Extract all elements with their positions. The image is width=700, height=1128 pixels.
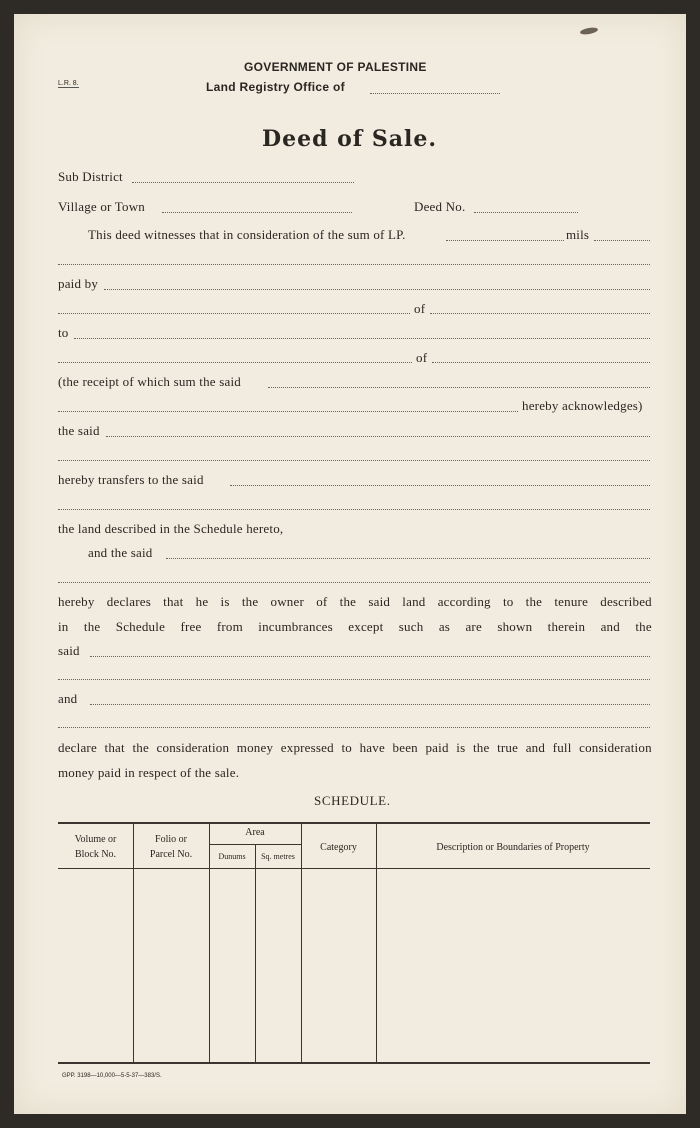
word: such <box>398 619 424 634</box>
mils-field[interactable] <box>594 240 650 241</box>
col-category-header: Category <box>320 842 357 853</box>
schedule-free-line <box>58 619 652 635</box>
office-field[interactable] <box>370 93 500 94</box>
paid-by-of-field[interactable] <box>430 313 650 314</box>
and-cont-field[interactable] <box>58 727 650 728</box>
form-code: L.R. 8. <box>58 80 79 87</box>
word: the <box>472 740 490 755</box>
word: described <box>600 594 652 609</box>
to-cont-field[interactable] <box>58 362 412 363</box>
word: therein <box>547 619 586 634</box>
receipt-field[interactable] <box>268 387 650 388</box>
government-heading: GOVERNMENT OF PALESTINE <box>244 60 427 74</box>
word: that <box>104 740 125 755</box>
word: owner <box>270 594 305 609</box>
word: he <box>195 594 209 609</box>
receipt-text: (the receipt of which sum the said <box>58 374 241 389</box>
word: Schedule <box>115 619 166 634</box>
word: the <box>339 594 357 609</box>
office-label: Land Registry Office of <box>206 80 345 94</box>
col-folio-header: Folio or Parcel No. <box>149 834 193 860</box>
word: have <box>359 740 385 755</box>
acknowledges-text: hereby acknowledges) <box>522 398 643 413</box>
print-code: GPP. 3198—10,000—5-5-37—383/S. <box>62 1073 162 1079</box>
to-field[interactable] <box>74 338 650 339</box>
page-title: Deed of Sale. <box>262 126 438 152</box>
consideration-line <box>58 740 652 756</box>
word: land <box>402 594 426 609</box>
transfers-cont-field[interactable] <box>58 509 650 510</box>
and-the-said-field[interactable] <box>166 558 650 559</box>
word: shown <box>497 619 533 634</box>
word: true <box>497 740 519 755</box>
col-volume-header: Volume or Block No. <box>74 834 117 860</box>
word: is <box>220 594 230 609</box>
col-dunums-header: Dunums <box>218 852 246 861</box>
sub-district-field[interactable] <box>132 182 354 183</box>
word: the <box>241 594 259 609</box>
and-the-said-label: and the said <box>88 545 153 560</box>
word: are <box>465 619 482 634</box>
of-label-1: of <box>414 301 426 316</box>
word: to <box>341 740 352 755</box>
word: and <box>525 740 546 755</box>
and-field[interactable] <box>90 704 650 705</box>
word: incumbrances <box>258 619 333 634</box>
village-label: Village or Town <box>58 199 145 214</box>
sum-lp-field[interactable] <box>446 240 564 241</box>
declares-line <box>58 594 652 610</box>
schedule-heading: SCHEDULE. <box>314 793 391 808</box>
word: expressed <box>280 740 334 755</box>
of-label-2: of <box>416 350 428 365</box>
to-label: to <box>58 325 69 340</box>
deed-no-label: Deed No. <box>414 199 466 214</box>
word: the <box>525 594 543 609</box>
word: and <box>600 619 620 634</box>
col-sqm-header: Sq. metres <box>261 852 295 861</box>
word: the <box>635 619 652 634</box>
col-area-header: Area <box>245 827 265 838</box>
word: full <box>552 740 572 755</box>
word: money <box>236 740 274 755</box>
ink-smudge <box>580 26 599 35</box>
the-said-label: the said <box>58 423 100 438</box>
word: consideration <box>579 740 652 755</box>
word: in <box>58 619 69 634</box>
paid-by-field[interactable] <box>104 289 650 290</box>
word: of <box>316 594 328 609</box>
word: except <box>348 619 384 634</box>
deed-no-field[interactable] <box>474 212 578 213</box>
money-paid-text: money paid in respect of the sale. <box>58 765 240 780</box>
the-said-cont-field[interactable] <box>58 460 650 461</box>
sub-district-label: Sub District <box>58 169 123 184</box>
word: the <box>132 740 149 755</box>
to-of-field[interactable] <box>432 362 650 363</box>
witness-text: This deed witnesses that in consideration of the sum of LP. <box>88 227 406 242</box>
word: from <box>216 619 243 634</box>
word: hereby <box>58 594 95 609</box>
receipt-cont-field[interactable] <box>58 411 518 412</box>
word: free <box>180 619 202 634</box>
village-field[interactable] <box>162 212 352 213</box>
word: paid <box>425 740 449 755</box>
paid-by-cont-field[interactable] <box>58 313 410 314</box>
paid-by-label: paid by <box>58 276 99 291</box>
and-the-said-cont-field[interactable] <box>58 582 650 583</box>
word: tenure <box>554 594 589 609</box>
transfers-field[interactable] <box>230 485 650 486</box>
word: that <box>163 594 184 609</box>
word: the <box>83 619 101 634</box>
the-said-field[interactable] <box>106 436 650 437</box>
deed-form-page <box>14 14 686 1114</box>
word: to <box>502 594 514 609</box>
word: said <box>368 594 391 609</box>
mils-label: mils <box>566 227 590 242</box>
word: according <box>437 594 491 609</box>
col-description-header: Description or Boundaries of Property <box>436 842 590 853</box>
word: declare <box>58 740 97 755</box>
word: been <box>392 740 418 755</box>
witness-cont-field[interactable] <box>58 264 650 265</box>
said-label: said <box>58 643 80 658</box>
said-field[interactable] <box>90 656 650 657</box>
land-described-text: the land described in the Schedule hereto, <box>58 521 284 536</box>
word: is <box>456 740 466 755</box>
word: as <box>438 619 451 634</box>
transfers-text: hereby transfers to the said <box>58 472 204 487</box>
said-cont-field[interactable] <box>58 679 650 680</box>
word: consideration <box>156 740 230 755</box>
and-label: and <box>58 691 78 706</box>
word: declares <box>106 594 151 609</box>
